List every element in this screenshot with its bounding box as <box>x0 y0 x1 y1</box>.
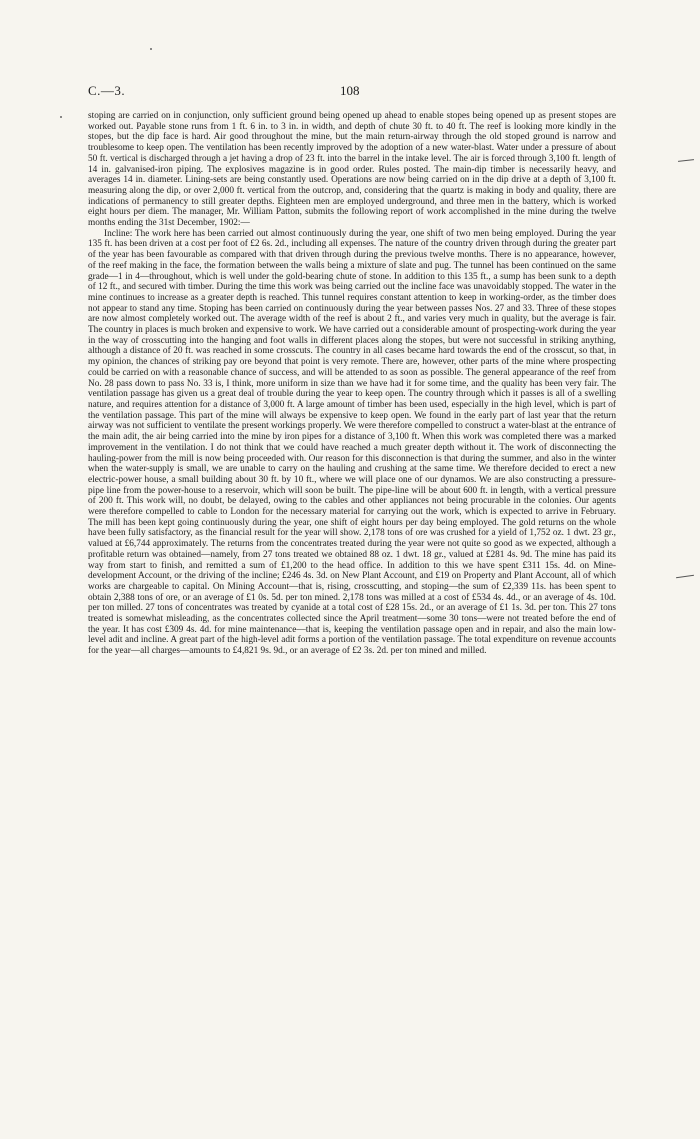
paragraph-stoping: stoping are carried on in conjunction, only sufficient ground being opened up ahead to enable stopes being opened up as present stopes are worked out. Payable stone runs from 1 ft. 6 in. to 3 in. in width, and depth of chute 30 ft. to 40 ft. The reef is looking more kindly in the stopes, but the dip face is hard. Air good throughout the mine, but the main return-airway through the old stoped ground is narrow and troublesome to keep open. The ventilation has been recently improved by the adoption of a new water-blast. Water under a pressure of about 50 ft. vertical is discharged through a jet having a drop of 23 ft. into the barrel in the intake level. The air is forced through 3,100 ft. length of 14 in. galvanised-iron piping. The explosives magazine is in good order. Rules posted. The main-dip timber is necessarily heavy, and averages 14 in. diameter. Lining-sets are being constantly used. Operations are now being carried on in the dip drive at a depth of 3,100 ft. measuring along the dip, or over 2,000 ft. vertical from the outcrop, and, considering that the quartz is making in body and quality, there are indications of permanency to still greater depths. Eighteen men are employed underground, and three men in the battery, which is worked eight hours per diem. The manager, Mr. William Patton, submits the following report of work accomplished in the mine during the twelve months ending the 31st December, 1902:— <box>88 111 616 229</box>
margin-dot-top <box>150 48 152 50</box>
paragraph-incline-report: Incline: The work here has been carried out almost continuously during the year, one shift of two men being employed. During the year 135 ft. has been driven at a cost per foot of £2 6s. 2d., including all expenses. The nature of the country driven through during the greater part of the year has been favourable as compared with that driven through during the previous twelve months. There is no appearance, however, of the reef making in the face, the formation between the walls being a mixture of slate and pug. The tunnel has been continued on the same grade—1 in 4—throughout, which is well under the gold-bearing chute of stone. In addition to this 135 ft., a sump has been sunk to a depth of 12 ft., and secured with timber. During the time this work was being carried out the incline face was unavoidably stopped. The water in the mine continues to increase as a greater depth is reached. This tunnel requires constant attention to keep in working-order, as the timber does not appear to stand any time. Stoping has been carried on continuously during the year between passes Nos. 27 and 33. Three of these stopes are now almost completely worked out. The average width of the reef is about 2 ft., and varies very much in quality, but the average is fair. The country in places is much broken and expensive to work. We have carried out a considerable amount of prospecting-work during the year in the way of crosscutting into the hanging and foot walls in different places along the stopes, but were not successful in striking anything, although a distance of 20 ft. was reached in some crosscuts. The country in all cases became hard towards the end of the crosscut, so that, in my opinion, the chances of striking pay ore beyond that point is very remote. There are, however, other parts of the mine where prospecting could be carried on with a reasonable chance of success, and will be attended to as soon as possible. The general appearance of the reef from No. 28 pass down to pass No. 33 is, I think, more uniform in size than we have had it for some time, and the quality has been very fair. The ventilation passage has given us a great deal of trouble during the year to keep open. The country through which it passes is all of a swelling nature, and requires attention for a distance of 3,000 ft. A large amount of timber has been used, especially in the high level, which is part of the ventilation passage. This part of the mine will always be expensive to keep open. We found in the early part of last year that the return airway was not sufficient to ventilate the present workings properly. We were therefore compelled to construct a water-blast at the entrance of the main adit, the air being carried into the mine by iron pipes for a distance of 3,100 ft. When this work was completed there was a marked improvement in the ventilation. I do not think that we could have reached a much greater depth without it. The work of disconnecting the hauling-power from the mill is now being proceeded with. Our reason for this disconnection is that during the summer, and also in the winter when the water-supply is small, we are unable to carry on the hauling and crushing at the same time. We therefore decided to erect a new electric-power house, a small building about 30 ft. by 10 ft., where we will place one of our dynamos. We are also constructing a pressure-pipe line from the power-house to a reservoir, which will soon be built. The pipe-line will be about 600 ft. in length, with a vertical pressure of 200 ft. This work will, no doubt, be delayed, owing to the cables and other appliances not being procurable in the colonies. Our agents were therefore compelled to cable to London for the necessary material for carrying out the work, which is expected to arrive in February. The mill has been kept going continuously during the year, one shift of eight hours per day being employed. The gold returns on the whole have been fully satisfactory, as the financial result for the year will show. 2,178 tons of ore was crushed for a yield of 1,752 oz. 1 dwt. 23 gr., valued at £6,744 approximately. The returns from the concentrates treated during the year were not quite so good as we expected, although a profitable return was obtained—namely, from 27 tons treated we obtained 88 oz. 1 dwt. 18 gr., valued at £281 4s. 9d. The mine has paid its way from start to finish, and remitted a sum of £1,200 to the head office. In addition to this we have spent £311 15s. 4d. on Mine-development Account, or the driving of the incline; £246 4s. 3d. on New Plant Account, and £19 on Property and Plant Account, all of which works are chargeable to capital. On Mining Account—that is, rising, crosscutting, and stoping—the sum of £2,339 11s. has been spent to obtain 2,388 tons of ore, or an average of £1 0s. 5d. per ton mined. 2,178 tons was milled at a cost of £534 4s. 4d., or an average of 4s. 10d. per ton milled. 27 tons of concentrates was treated by cyanide at a total cost of £28 15s. 2d., or an average of £1 1s. 3d. per ton. This 27 tons treated is somewhat misleading, as the concentrates collected since the April treatment—some 30 tons—were not treated before the end of the year. It has cost £309 4s. 4d. for mine maintenance—that is, keeping the ventilation passage open and in repair, and also the main low-level adit and incline. A great part of the high-level adit forms a portion of the ventilation passage. The total expenditure on revenue accounts for the year—all charges—amounts to £4,821 9s. 9d., or an average of £2 3s. 2d. per ton mined and milled. <box>88 228 616 657</box>
margin-mark-right-2 <box>676 575 694 578</box>
report-body <box>88 111 616 657</box>
page-number: 108 <box>340 83 360 98</box>
margin-mark-right-1 <box>678 159 694 162</box>
margin-dot-left <box>60 116 62 118</box>
document-reference: C.—3. <box>88 83 126 98</box>
